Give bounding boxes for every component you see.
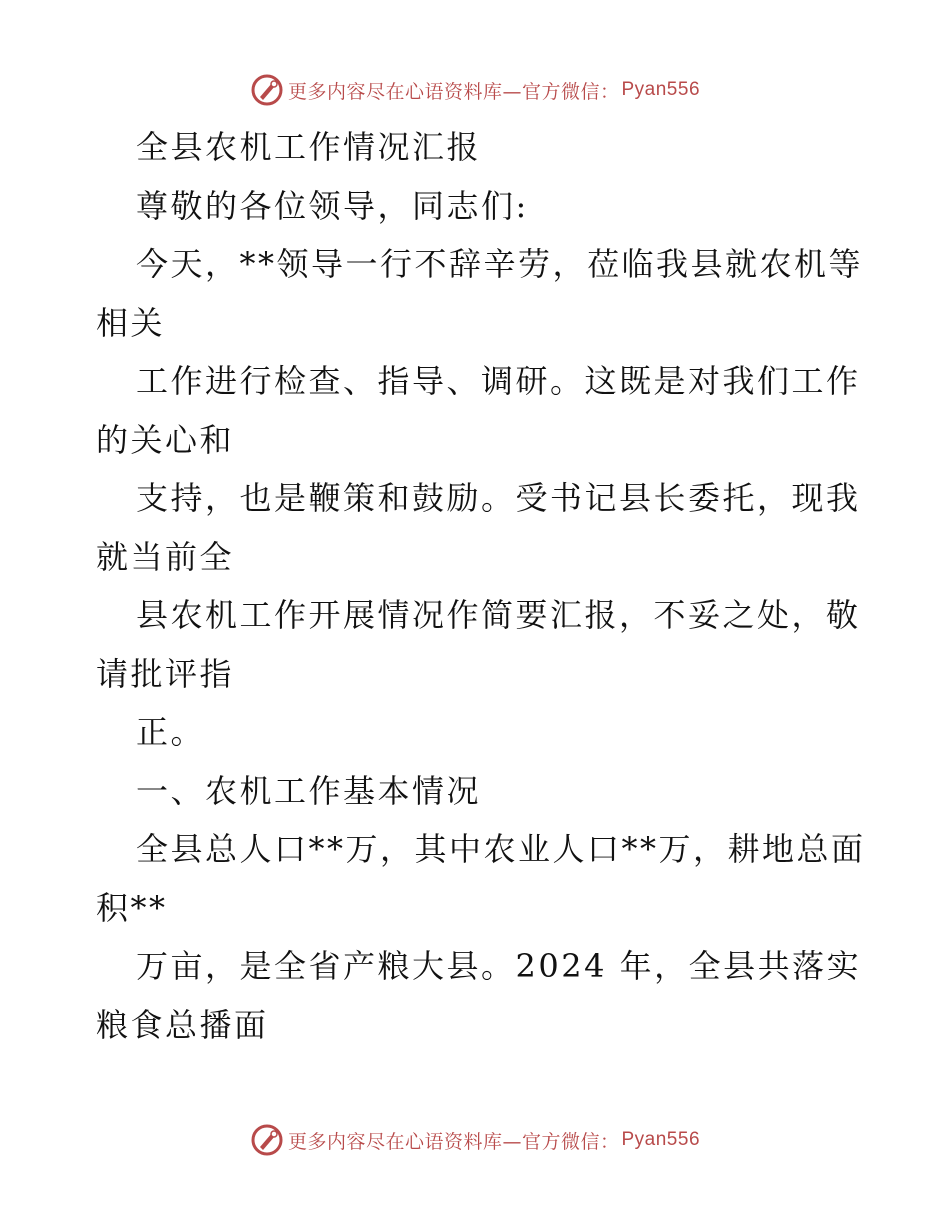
document-line: 县农机工作开展情况作简要汇报，不妥之处，敬 bbox=[136, 596, 861, 634]
pen-seal-icon bbox=[250, 73, 284, 107]
document-line: 就当前全 bbox=[96, 537, 235, 576]
document-line: 粮食总播面 bbox=[96, 1005, 269, 1044]
document-line: 请批评指 bbox=[96, 654, 235, 693]
document-line: 尊敬的各位领导，同志们: bbox=[136, 186, 529, 225]
watermark-text: 更多内容尽在心语资料库—官方微信： bbox=[287, 80, 620, 103]
document-line: 工作进行检查、指导、调研。这既是对我们工作 bbox=[136, 362, 861, 400]
watermark-text: 更多内容尽在心语资料库—官方微信： bbox=[287, 1130, 620, 1153]
document-line: 积** bbox=[96, 888, 168, 927]
document-line: 正。 bbox=[136, 713, 206, 751]
footer-watermark bbox=[0, 1120, 950, 1160]
document-line: 今天，**领导一行不辞辛劳，莅临我县就农机等 bbox=[136, 245, 864, 283]
document-body bbox=[96, 118, 866, 1054]
pen-seal-icon bbox=[250, 1123, 284, 1157]
document-line: 全县农机工作情况汇报 bbox=[136, 128, 482, 166]
watermark-handle: Pyan556 bbox=[621, 79, 701, 100]
document-line: 全县总人口**万，其中农业人口**万，耕地总面 bbox=[136, 830, 866, 868]
watermark-handle: Pyan556 bbox=[621, 1129, 701, 1150]
header-watermark bbox=[0, 70, 950, 110]
document-line: 支持，也是鞭策和鼓励。受书记县长委托，现我 bbox=[136, 479, 861, 517]
document-line: 的关心和 bbox=[96, 420, 235, 459]
document-line: 一、农机工作基本情况 bbox=[136, 771, 482, 810]
document-line: 相关 bbox=[96, 303, 166, 342]
document-line: 万亩，是全省产粮大县。2024 年，全县共落实 bbox=[136, 947, 862, 985]
